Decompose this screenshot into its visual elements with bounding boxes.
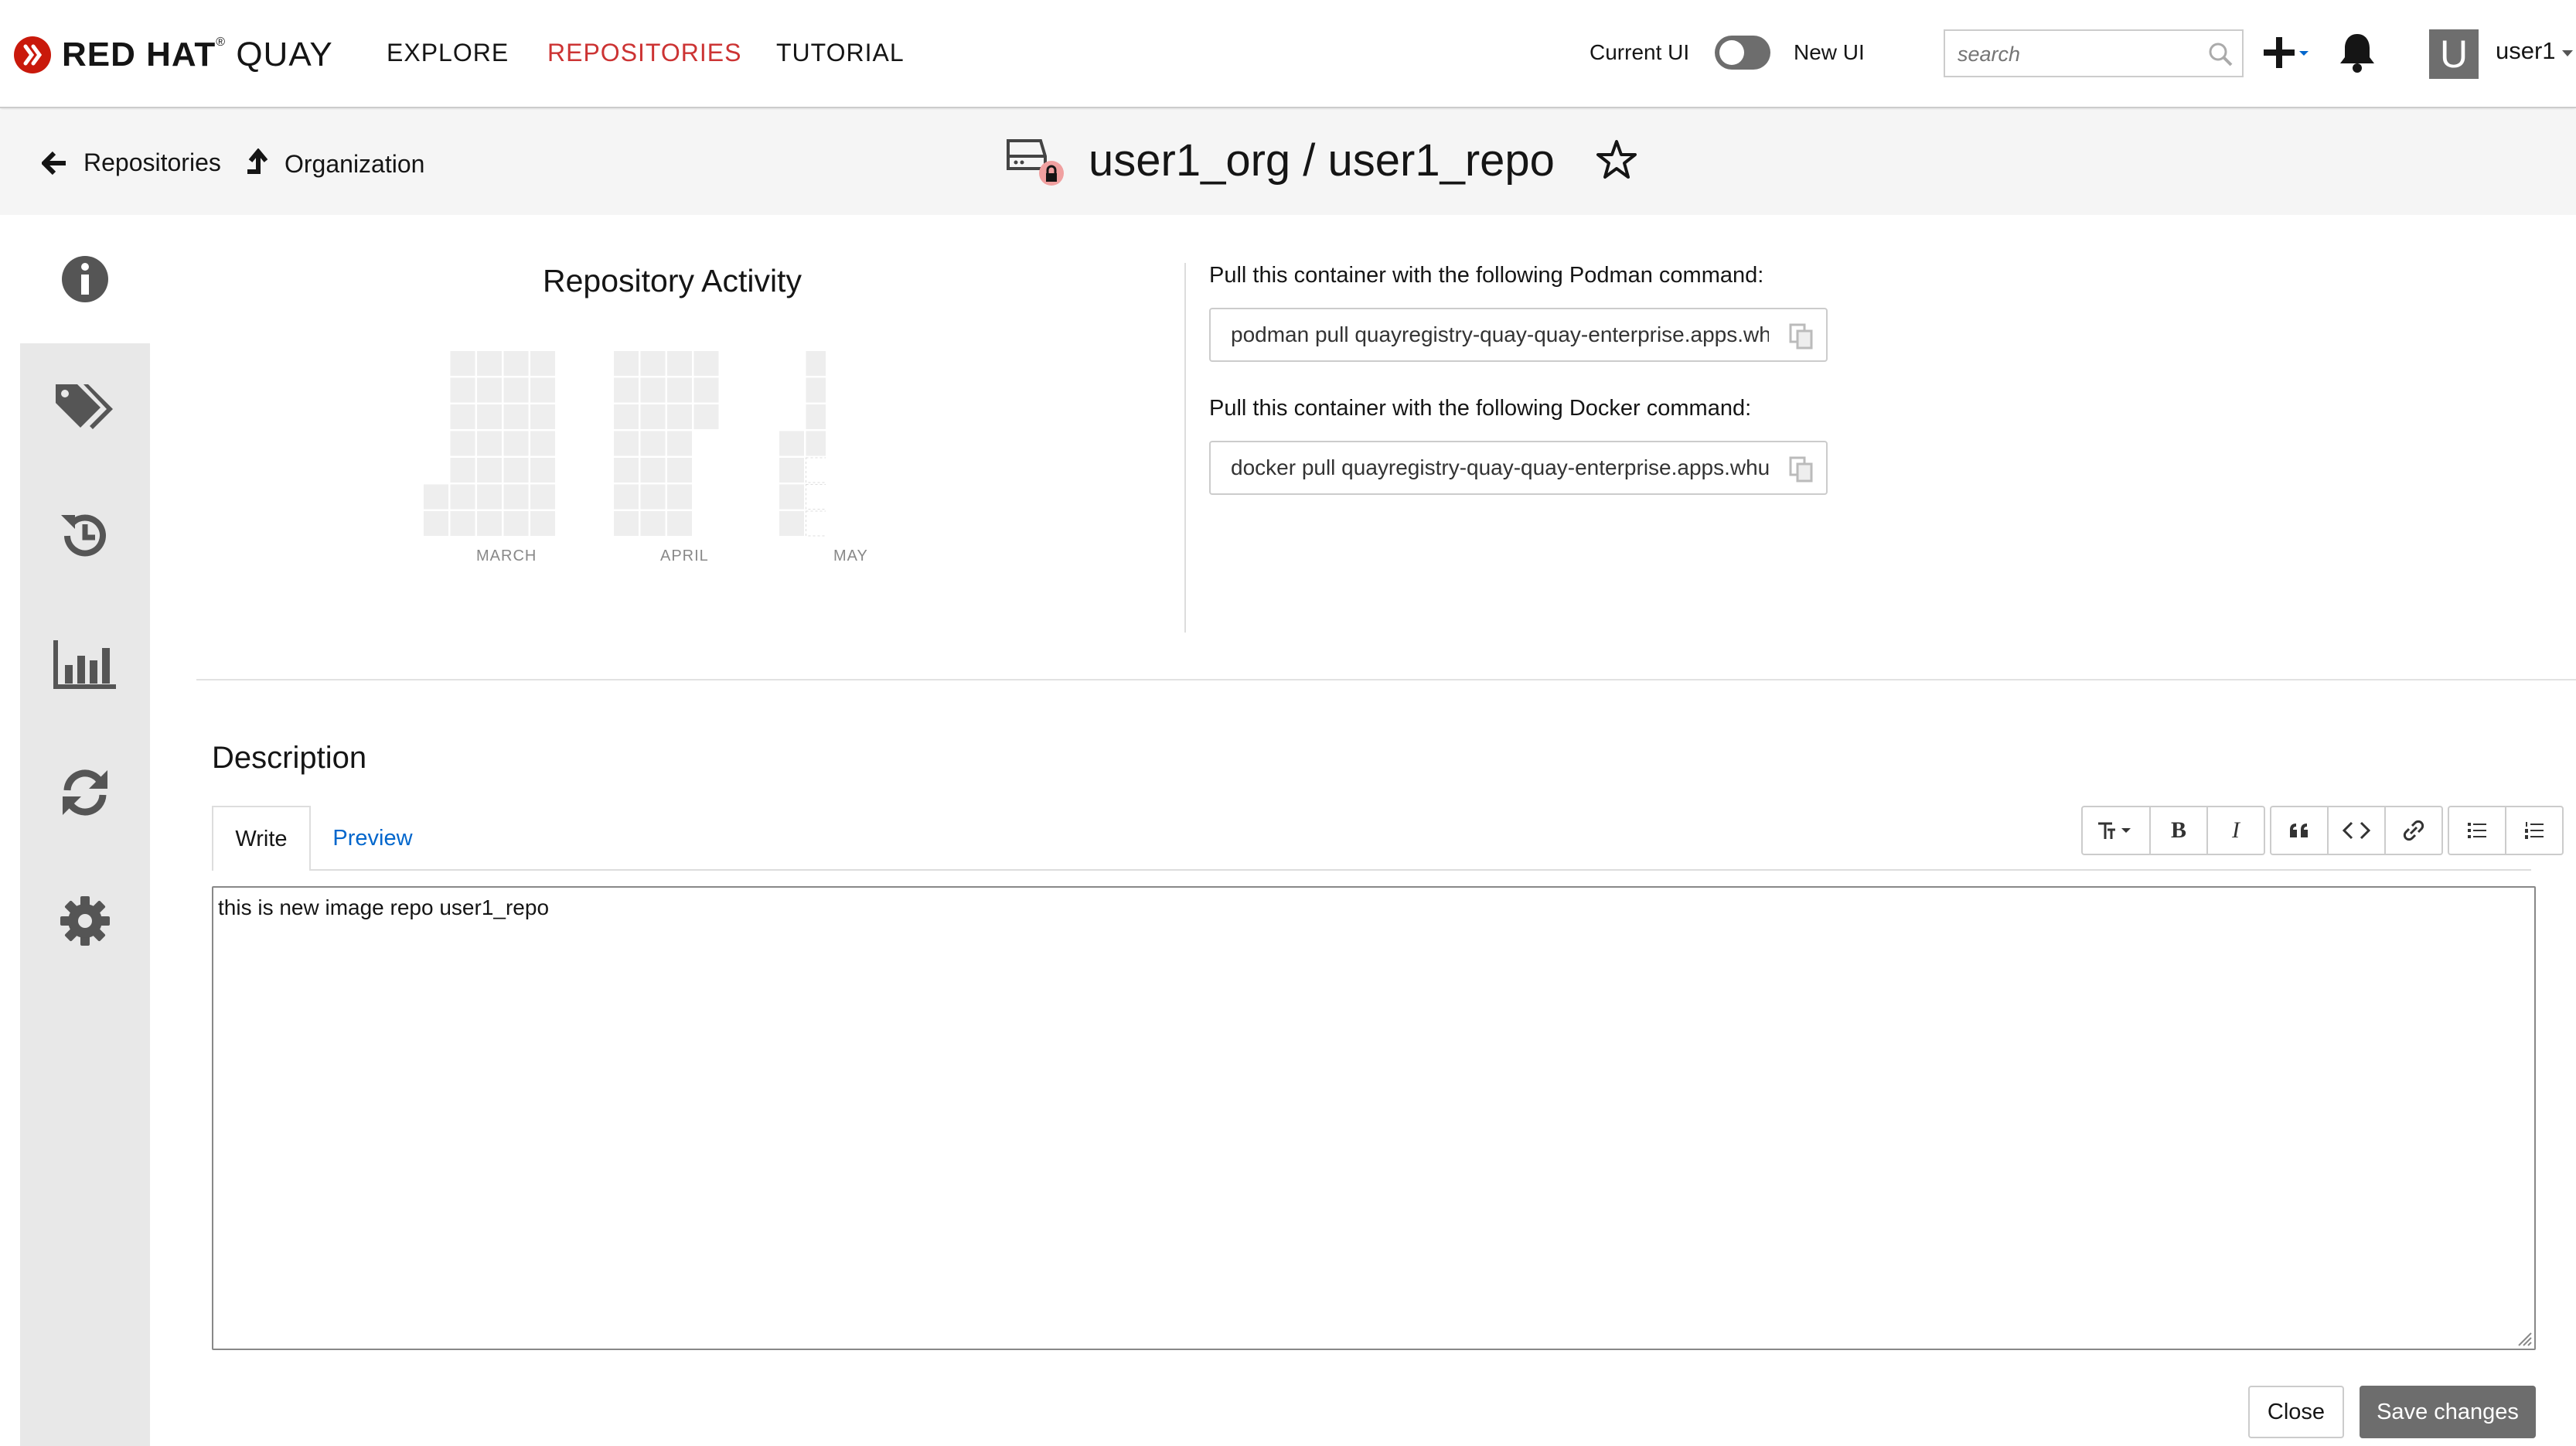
activity-day-cell bbox=[530, 431, 555, 456]
activity-day-cell bbox=[641, 404, 666, 429]
activity-day-cell bbox=[667, 431, 692, 456]
activity-day-cell bbox=[530, 458, 555, 483]
resize-handle-icon[interactable] bbox=[2516, 1330, 2533, 1347]
activity-day-cell bbox=[530, 378, 555, 403]
activity-day-cell bbox=[614, 404, 639, 429]
heading-button[interactable] bbox=[2081, 806, 2151, 855]
star-icon[interactable] bbox=[1595, 138, 1638, 182]
bullet-list-button[interactable] bbox=[2448, 806, 2506, 855]
tab-preview[interactable]: Preview bbox=[332, 825, 413, 851]
activity-day-cell bbox=[504, 351, 529, 376]
breadcrumb-organization[interactable] bbox=[246, 148, 424, 179]
activity-day-cell bbox=[614, 431, 639, 456]
tags-icon bbox=[53, 380, 118, 435]
bold-button[interactable] bbox=[2149, 806, 2208, 855]
activity-day-cell bbox=[614, 351, 639, 376]
red-hat-quay-logo[interactable] bbox=[14, 36, 333, 74]
activity-day-cell bbox=[806, 511, 826, 536]
podman-pull-label: Pull this container with the following Podman command: bbox=[1209, 263, 1764, 288]
activity-day-cell bbox=[477, 431, 502, 456]
month-label-may: MAY bbox=[833, 547, 868, 564]
sidebar-item-mirroring[interactable] bbox=[20, 728, 150, 857]
list-ol-icon bbox=[2523, 820, 2545, 841]
activity-day-cell bbox=[806, 431, 826, 456]
history-icon bbox=[58, 509, 112, 563]
ui-toggle-switch[interactable] bbox=[1715, 36, 1770, 70]
activity-day-cell bbox=[641, 485, 666, 510]
current-ui-label: Current UI bbox=[1590, 40, 1690, 64]
activity-day-cell bbox=[451, 458, 475, 483]
activity-day-cell bbox=[641, 351, 666, 376]
tab-underline bbox=[311, 869, 2531, 871]
sidebar-item-usage-logs[interactable] bbox=[20, 600, 150, 728]
activity-day-cell bbox=[614, 485, 639, 510]
activity-day-cell bbox=[477, 404, 502, 429]
text-size-icon bbox=[2097, 819, 2135, 842]
activity-day-cell bbox=[451, 351, 475, 376]
activity-day-cell bbox=[477, 485, 502, 510]
activity-day-cell bbox=[667, 351, 692, 376]
activity-day-cell bbox=[504, 458, 529, 483]
activity-day-cell bbox=[806, 458, 826, 483]
activity-day-cell bbox=[614, 511, 639, 536]
activity-day-cell bbox=[451, 511, 475, 536]
activity-day-cell bbox=[477, 378, 502, 403]
quay-logo-icon bbox=[14, 36, 51, 73]
nav-tutorial[interactable]: TUTORIAL bbox=[776, 39, 905, 67]
activity-day-cell bbox=[504, 485, 529, 510]
user-menu[interactable]: user1 bbox=[2496, 37, 2556, 64]
activity-day-cell bbox=[806, 351, 826, 376]
info-icon bbox=[60, 254, 110, 304]
activity-day-cell bbox=[694, 404, 719, 429]
list-ul-icon bbox=[2466, 820, 2488, 841]
code-icon bbox=[2343, 821, 2370, 840]
breadcrumb-repositories-label: Repositories bbox=[83, 148, 221, 176]
bold-icon: B bbox=[2170, 817, 2186, 843]
activity-day-cell bbox=[477, 458, 502, 483]
breadcrumb-repositories[interactable] bbox=[42, 148, 221, 177]
section-divider bbox=[1184, 263, 1186, 633]
sidebar-item-settings[interactable] bbox=[20, 857, 150, 985]
repo-header bbox=[0, 110, 2576, 215]
tab-write[interactable]: Write bbox=[212, 806, 311, 871]
copy-icon[interactable] bbox=[1789, 323, 1814, 353]
repo-sidebar bbox=[20, 215, 150, 1446]
activity-day-cell bbox=[451, 485, 475, 510]
sidebar-item-tags[interactable] bbox=[20, 343, 150, 472]
search-box[interactable] bbox=[1944, 29, 2244, 77]
refresh-icon bbox=[58, 766, 112, 820]
activity-day-cell bbox=[504, 378, 529, 403]
notifications-bell-icon[interactable] bbox=[2338, 31, 2377, 78]
activity-day-cell bbox=[806, 485, 826, 510]
activity-day-cell bbox=[477, 351, 502, 376]
activity-day-cell bbox=[424, 511, 448, 536]
activity-day-cell bbox=[641, 511, 666, 536]
activity-day-cell bbox=[530, 511, 555, 536]
link-button[interactable] bbox=[2384, 806, 2443, 855]
repo-title bbox=[1003, 133, 1638, 187]
podman-pull-input[interactable] bbox=[1229, 322, 1770, 348]
close-button[interactable]: Close bbox=[2248, 1386, 2344, 1438]
nav-explore[interactable]: EXPLORE bbox=[387, 39, 509, 67]
repository-activity-title: Repository Activity bbox=[543, 263, 802, 298]
activity-day-cell bbox=[504, 431, 529, 456]
link-icon bbox=[2403, 820, 2424, 841]
description-title: Description bbox=[212, 741, 367, 775]
activity-day-cell bbox=[530, 404, 555, 429]
private-repo-icon bbox=[1003, 133, 1065, 187]
month-label-march: MARCH bbox=[476, 547, 537, 564]
top-navbar bbox=[0, 0, 2576, 108]
nav-repositories[interactable]: REPOSITORIES bbox=[547, 39, 742, 67]
numbered-list-button[interactable] bbox=[2505, 806, 2564, 855]
chevron-down-icon[interactable] bbox=[2562, 48, 2573, 62]
activity-day-cell bbox=[667, 404, 692, 429]
month-label-april: APRIL bbox=[660, 547, 709, 564]
activity-day-cell bbox=[614, 378, 639, 403]
user-avatar[interactable]: U bbox=[2429, 29, 2479, 79]
activity-day-cell bbox=[530, 351, 555, 376]
description-textarea[interactable] bbox=[213, 888, 2534, 1349]
activity-day-cell bbox=[694, 378, 719, 403]
activity-day-cell bbox=[779, 511, 804, 536]
quote-button[interactable] bbox=[2270, 806, 2329, 855]
copy-icon[interactable] bbox=[1789, 456, 1814, 486]
activity-day-cell bbox=[667, 511, 692, 536]
activity-day-cell bbox=[806, 378, 826, 403]
activity-day-cell bbox=[451, 431, 475, 456]
repo-name: user1_org / user1_repo bbox=[1089, 135, 1555, 186]
activity-day-cell bbox=[806, 404, 826, 429]
activity-day-cell bbox=[614, 458, 639, 483]
activity-heatmap bbox=[424, 351, 826, 540]
breadcrumb-organization-label: Organization bbox=[285, 149, 425, 178]
toggle-knob bbox=[1719, 40, 1744, 65]
activity-day-cell bbox=[779, 431, 804, 456]
save-changes-button[interactable]: Save changes bbox=[2360, 1386, 2536, 1438]
activity-day-cell bbox=[424, 485, 448, 510]
search-icon[interactable] bbox=[2206, 40, 2234, 72]
podman-pull-command[interactable] bbox=[1209, 308, 1828, 362]
quote-icon bbox=[2288, 822, 2310, 839]
activity-day-cell bbox=[477, 511, 502, 536]
level-up-icon bbox=[246, 148, 269, 179]
activity-day-cell bbox=[504, 511, 529, 536]
activity-day-cell bbox=[641, 378, 666, 403]
docker-pull-label: Pull this container with the following Docker command: bbox=[1209, 396, 1752, 421]
usage-logs-icon bbox=[53, 637, 118, 691]
new-ui-label: New UI bbox=[1794, 40, 1865, 64]
search-input[interactable] bbox=[1956, 42, 2188, 67]
activity-day-cell bbox=[641, 458, 666, 483]
main-content bbox=[150, 215, 2576, 1446]
sidebar-item-history[interactable] bbox=[20, 472, 150, 600]
activity-day-cell bbox=[504, 404, 529, 429]
create-new-menu[interactable] bbox=[2264, 31, 2313, 78]
description-editor[interactable] bbox=[212, 886, 2536, 1350]
code-button[interactable] bbox=[2327, 806, 2386, 855]
horizontal-divider bbox=[196, 679, 2576, 680]
activity-day-cell bbox=[667, 378, 692, 403]
activity-day-cell bbox=[451, 378, 475, 403]
arrow-left-icon bbox=[42, 150, 68, 176]
italic-icon: I bbox=[2232, 817, 2240, 843]
italic-button[interactable] bbox=[2206, 806, 2265, 855]
gear-icon bbox=[59, 895, 111, 947]
docker-pull-command[interactable] bbox=[1209, 441, 1828, 495]
docker-pull-input[interactable] bbox=[1229, 455, 1770, 481]
activity-day-cell bbox=[694, 351, 719, 376]
brand-text: RED HAT® QUAY bbox=[62, 36, 333, 73]
sidebar-item-info[interactable] bbox=[20, 215, 150, 343]
activity-day-cell bbox=[667, 458, 692, 483]
activity-day-cell bbox=[667, 485, 692, 510]
activity-day-cell bbox=[641, 431, 666, 456]
markdown-toolbar bbox=[2077, 806, 2564, 855]
activity-day-cell bbox=[530, 485, 555, 510]
activity-day-cell bbox=[779, 485, 804, 510]
activity-day-cell bbox=[779, 458, 804, 483]
activity-day-cell bbox=[451, 404, 475, 429]
